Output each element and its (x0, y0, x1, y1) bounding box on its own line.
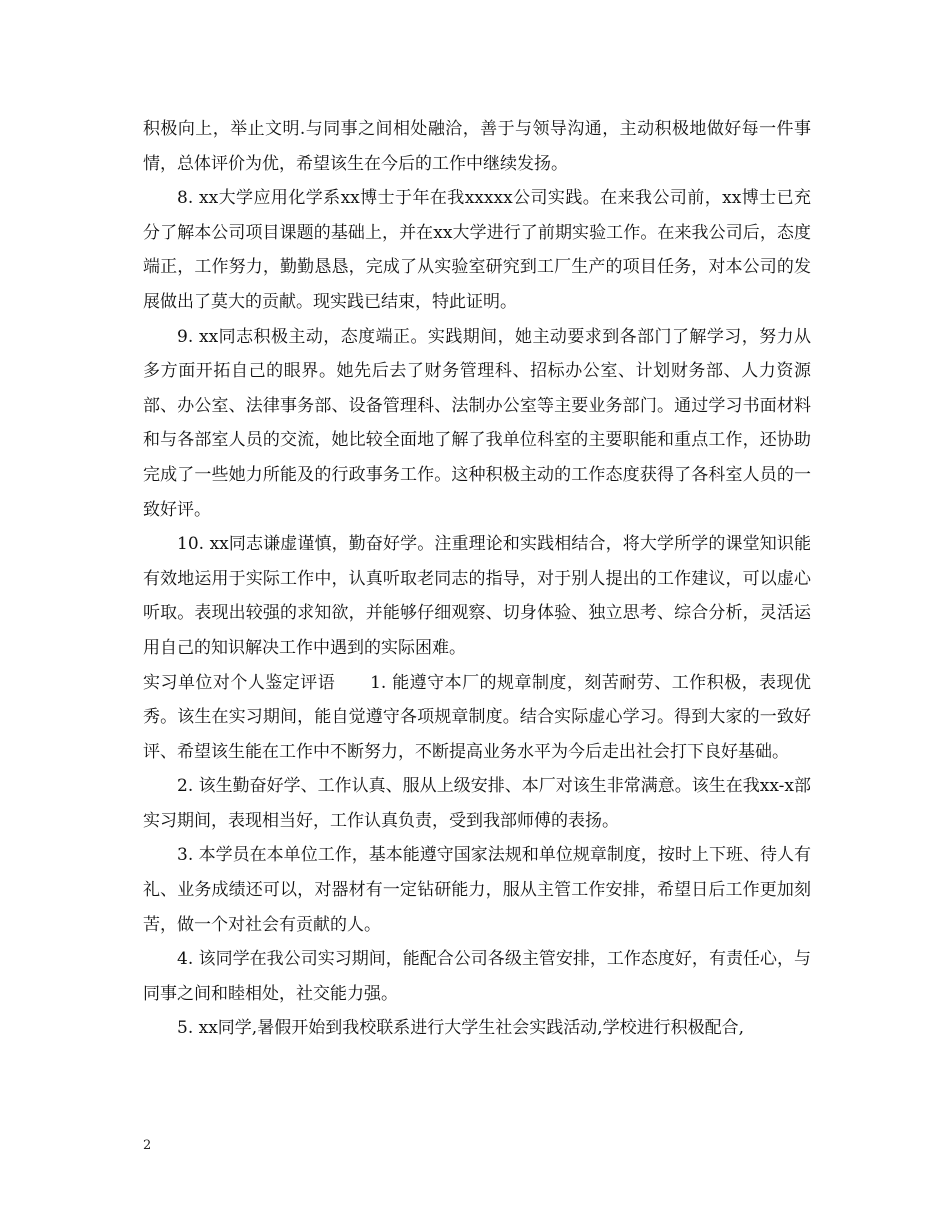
paragraph-eval-item-2: 2. 该生勤奋好学、工作认真、服从上级安排、本厂对该生非常满意。该生在我xx-x部实习期间，表现相当好，工作认真负责，受到我部师傅的表扬。 (143, 776, 811, 831)
paragraph-eval-item-5: 5. xx同学,暑假开始到我校联系进行大学生社会实践活动,学校进行积极配合, (177, 1018, 745, 1039)
paragraph-section-internship-evaluation: 实习单位对个人鉴定评语 1. 能遵守本厂的规章制度，刻苦耐劳、工作积极，表现优秀。该生在实习期间，能自觉遵守各项规章制度。结合实际虚心学习。得到大家的一致好评、希望该生能在工作中不断努力，不断提高业务水平为今后走出社会打下良好基础。 (143, 672, 811, 762)
document-body (143, 112, 811, 1046)
page-number: 2 (143, 1138, 152, 1153)
paragraph-item-8: 8. xx大学应用化学系xx博士于年在我xxxxx公司实践。在来我公司前，xx博士已充分了解本公司项目课题的基础上，并在xx大学进行了前期实验工作。在来我公司后，态度端正，工作努力，勤勤恳恳，完成了从实验室研究到工厂生产的项目任务，对本公司的发展做出了莫大的贡献。现实践已结束，特此证明。 (143, 188, 811, 312)
paragraph-item-10: 10. xx同志谦虚谨慎，勤奋好学。注重理论和实践相结合，将大学所学的课堂知识能有效地运用于实际工作中，认真听取老同志的指导，对于别人提出的工作建议，可以虚心听取。表现出较强的求知欲，并能够仔细观察、切身体验、独立思考、综合分析，灵活运用自己的知识解决工作中遇到的实际困难。 (143, 534, 811, 658)
paragraph-eval-item-4: 4. 该同学在我公司实习期间，能配合公司各级主管安排，工作态度好，有责任心，与同事之间和睦相处，社交能力强。 (143, 949, 811, 1004)
paragraph-continuation: 积极向上，举止文明.与同事之间相处融洽，善于与领导沟通，主动积极地做好每一件事情，总体评价为优，希望该生在今后的工作中继续发扬。 (143, 119, 811, 174)
paragraph-eval-item-3: 3. 本学员在本单位工作，基本能遵守国家法规和单位规章制度，按时上下班、待人有礼、业务成绩还可以，对器材有一定钻研能力，服从主管工作安排，希望日后工作更加刻苦，做一个对社会有贡献的人。 (143, 845, 811, 935)
paragraph-item-9: 9. xx同志积极主动，态度端正。实践期间，她主动要求到各部门了解学习，努力从多方面开拓自己的眼界。她先后去了财务管理科、招标办公室、计划财务部、人力资源部、办公室、法律事务部、设备管理科、法制办公室等主要业务部门。通过学习书面材料和与各部室人员的交流，她比较全面地了解了我单位科室的主要职能和重点工作，还协助完成了一些她力所能及的行政事务工作。这种积极主动的工作态度获得了各科室人员的一致好评。 (143, 326, 811, 520)
